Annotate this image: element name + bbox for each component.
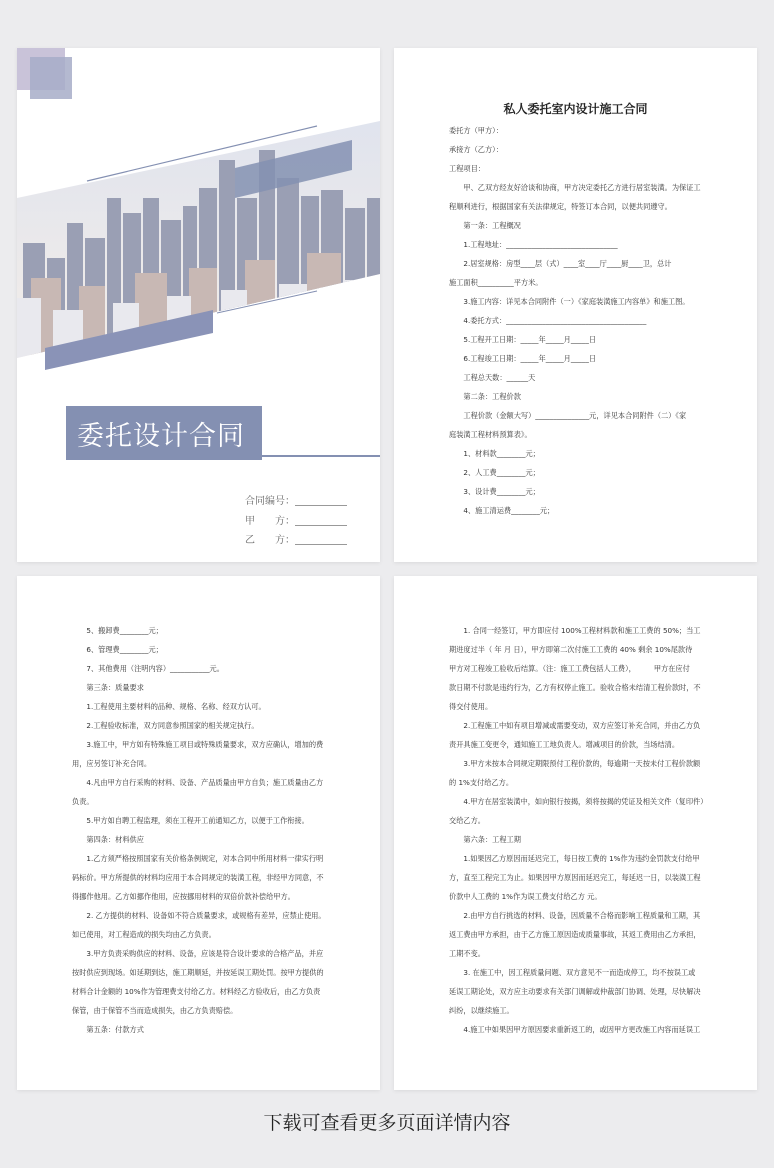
contract-text-line: 如已使用，对工程造成的损失均由乙方负责。 [72, 930, 216, 939]
contract-text-line: 5.工程开工日期：_____年_____月_____日 [449, 335, 597, 344]
contract-body [449, 121, 739, 520]
contract-title: 私人委托室内设计施工合同 [503, 102, 648, 116]
party-b-line [295, 544, 347, 545]
contract-text-line: 3.施工中，甲方如有特殊施工项目或特殊质量要求，双方应确认，增加的费 [72, 740, 324, 749]
contract-text-line: 4.凡由甲方自行采购的材料、设备、产品质量由甲方自负；施工质量由乙方 [72, 778, 324, 787]
contract-text-line: 3.施工内容：详见本合同附件（一）《家庭装潢施工内容单》和施工图。 [449, 297, 690, 306]
contract-text-line: 4.施工中如果因甲方原因要求重新返工的，或因甲方更改施工内容而延误工 [449, 1025, 701, 1034]
contract-text-line: 第四条：材料供应 [72, 835, 144, 844]
contract-text-line: 甲、乙双方经友好洽谈和协商，甲方决定委托乙方进行居室装潢。为保证工 [449, 183, 701, 192]
contract-text-line: 委托方（甲方）： [449, 126, 503, 135]
contract-text-line: 负责。 [72, 797, 94, 806]
contract-text-line: 第一条：工程概况 [449, 221, 521, 230]
party-a-line [295, 525, 347, 526]
contract-text-line: 码标价。甲方所提供的材料均应用于本合同规定的装潢工程，非经甲方同意，不 [72, 873, 324, 882]
contract-text-line: 程顺利进行，根据国家有关法律规定，特签订本合同，以便共同遵守。 [449, 202, 672, 211]
contract-text-line: 的 1%支付给乙方。 [449, 778, 514, 787]
contract-number-line [295, 505, 347, 506]
cover-title: 委托设计合同 [77, 421, 245, 452]
contract-text-line: 得交付使用。 [449, 702, 493, 711]
contract-text-line: 6.工程竣工日期：_____年_____月_____日 [449, 354, 597, 363]
contract-text-line: 纠纷，以继续施工。 [449, 1006, 514, 1015]
contract-text-line: 5.甲方如自聘工程监理，须在工程开工前通知乙方，以便于工作衔接。 [72, 816, 309, 825]
contract-text-line: 2. 乙方提供的材料、设备如不符合质量要求，或规格有差异，应禁止使用。 [72, 911, 326, 920]
party-b-label: 乙 方： [245, 535, 295, 546]
contract-text-line: 3. 在施工中，因工程质量问题、双方意见不一而造成停工，均不按误工或 [449, 968, 696, 977]
contract-text-line: 工程价款（金额大写）_______________元，详见本合同附件（二）《家 [449, 411, 687, 420]
contract-page-2 [394, 48, 757, 562]
contract-text-line: 工程总天数：______天 [449, 373, 536, 382]
download-hint: 下载可查看更多页面详情内容 [263, 1112, 511, 1134]
contract-text-line: 7、其他费用（注明内容）___________元。 [72, 664, 224, 673]
contract-text-line: 按时供应到现场。如延期到达，施工期顺延，并按延误工期处罚。按甲方提供的 [72, 968, 324, 977]
contract-text-line: 甲方对工程竣工验收后结算。（注：施工工费包括人工费）， 甲方在应付 [449, 664, 690, 673]
contract-text-line: 1、材料款________元； [449, 449, 540, 458]
contract-text-line: 3.甲方负责采购供应的材料、设备，应该是符合设计要求的合格产品，并应 [72, 949, 324, 958]
contract-text-line: 6、管理费________元； [72, 645, 163, 654]
contract-text-line: 用，应另签订补充合同。 [72, 759, 152, 768]
contract-text-line: 2.工程验收标准，双方同意参照国家的相关规定执行。 [72, 721, 259, 730]
contract-text-line: 责开具施工变更令，通知施工工地负责人。增减项目的价款，当场结清。 [449, 740, 680, 749]
contract-text-line: 第三条：质量要求 [72, 683, 144, 692]
contract-text-line: 第六条：工程工期 [449, 835, 521, 844]
contract-page-4 [394, 576, 757, 1090]
contract-text-line: 2、人工费________元； [449, 468, 540, 477]
contract-text-line: 1.工程使用主要材料的品种、规格、名称、经双方认可。 [72, 702, 266, 711]
cover-page [17, 48, 380, 562]
contract-text-line: 款日期不付款是违约行为，乙方有权停止施工。验收合格未结清工程价款时，不 [449, 683, 701, 692]
contract-text-line: 2.居室规格：房型____层（式）____室____厅____厨____卫，总计 [449, 259, 672, 268]
contract-page-3 [17, 576, 380, 1090]
contract-text-line: 1.如果因乙方原因而延迟完工，每日按工费的 1%作为违约金罚款支付给甲 [449, 854, 700, 863]
contract-text-line: 方，直至工程完工为止。如果因甲方原因而延迟完工，每延迟一日，以装潢工程 [449, 873, 701, 882]
contract-text-line: 庭装潢工程材料预算表》。 [449, 430, 532, 439]
contract-text-line: 承接方（乙方）： [449, 145, 503, 154]
contract-text-line: 4.委托方式：_______________________________________ [449, 316, 647, 325]
contract-text-line: 得挪作他用。乙方如挪作他用，应按挪用材料的双倍价款补偿给甲方。 [72, 892, 295, 901]
contract-text-line: 工程项目： [449, 164, 485, 173]
party-a-label: 甲 方： [245, 516, 295, 527]
contract-text-line: 1.乙方须严格按照国家有关价格条例规定，对本合同中所用材料一律实行明 [72, 854, 324, 863]
city-skyline-image [17, 48, 380, 388]
contract-text-line: 2.工程施工中如有项目增减或需要变动，双方应签订补充合同，并由乙方负 [449, 721, 701, 730]
contract-text-line: 交给乙方。 [449, 816, 485, 825]
contract-text-line: 材料合计金额的 10%作为管理费支付给乙方。材料经乙方验收后，由乙方负责 [72, 987, 321, 996]
contract-text-line: 2.由甲方自行挑选的材料、设备，因质量不合格而影响工程质量和工期，其 [449, 911, 701, 920]
contract-text-line: 返工费由甲方承担，由于乙方施工原因造成质量事故，其返工费用由乙方承担， [449, 930, 701, 939]
contract-text-line: 期进度过半（ 年 月 日），甲方即第二次付施工工费的 40% 剩余 10%尾款待 [449, 645, 693, 654]
contract-text-line: 1. 合同一经签订，甲方即应付 100%工程材料款和施工工费的 50%；当工 [449, 626, 701, 635]
contract-text-line: 工期不变。 [449, 949, 485, 958]
contract-text-line: 延误工期论处，双方应主动要求有关部门调解或仲裁部门协调、处理，尽快解决 [449, 987, 701, 996]
contract-text-line: 第五条：付款方式 [72, 1025, 144, 1034]
contract-text-line: 4.甲方在居室装潢中，如向银行按揭，须将按揭的凭证及相关文件（复印件） [449, 797, 708, 806]
contract-text-line: 第二条：工程价款 [449, 392, 521, 401]
contract-body [449, 621, 739, 1039]
contract-text-line: 4、施工清运费________元； [449, 506, 555, 515]
contract-body [72, 621, 362, 1039]
contract-text-line: 3、设计费________元； [449, 487, 540, 496]
cover-title-rule [66, 455, 380, 457]
contract-text-line: 3.甲方未按本合同规定期限预付工程价款的，每逾期一天按未付工程价款额 [449, 759, 701, 768]
contract-text-line: 施工面积__________平方米。 [449, 278, 543, 287]
contract-text-line: 价款中人工费的 1%作为误工费支付给乙方 元。 [449, 892, 602, 901]
contract-text-line: 保管，由于保管不当而造成损失，由乙方负责赔偿。 [72, 1006, 238, 1015]
contract-number-label: 合同编号： [245, 496, 295, 507]
contract-text-line: 5、搬卸费________元； [72, 626, 163, 635]
contract-text-line: 1.工程地址：_______________________________ [449, 240, 618, 249]
